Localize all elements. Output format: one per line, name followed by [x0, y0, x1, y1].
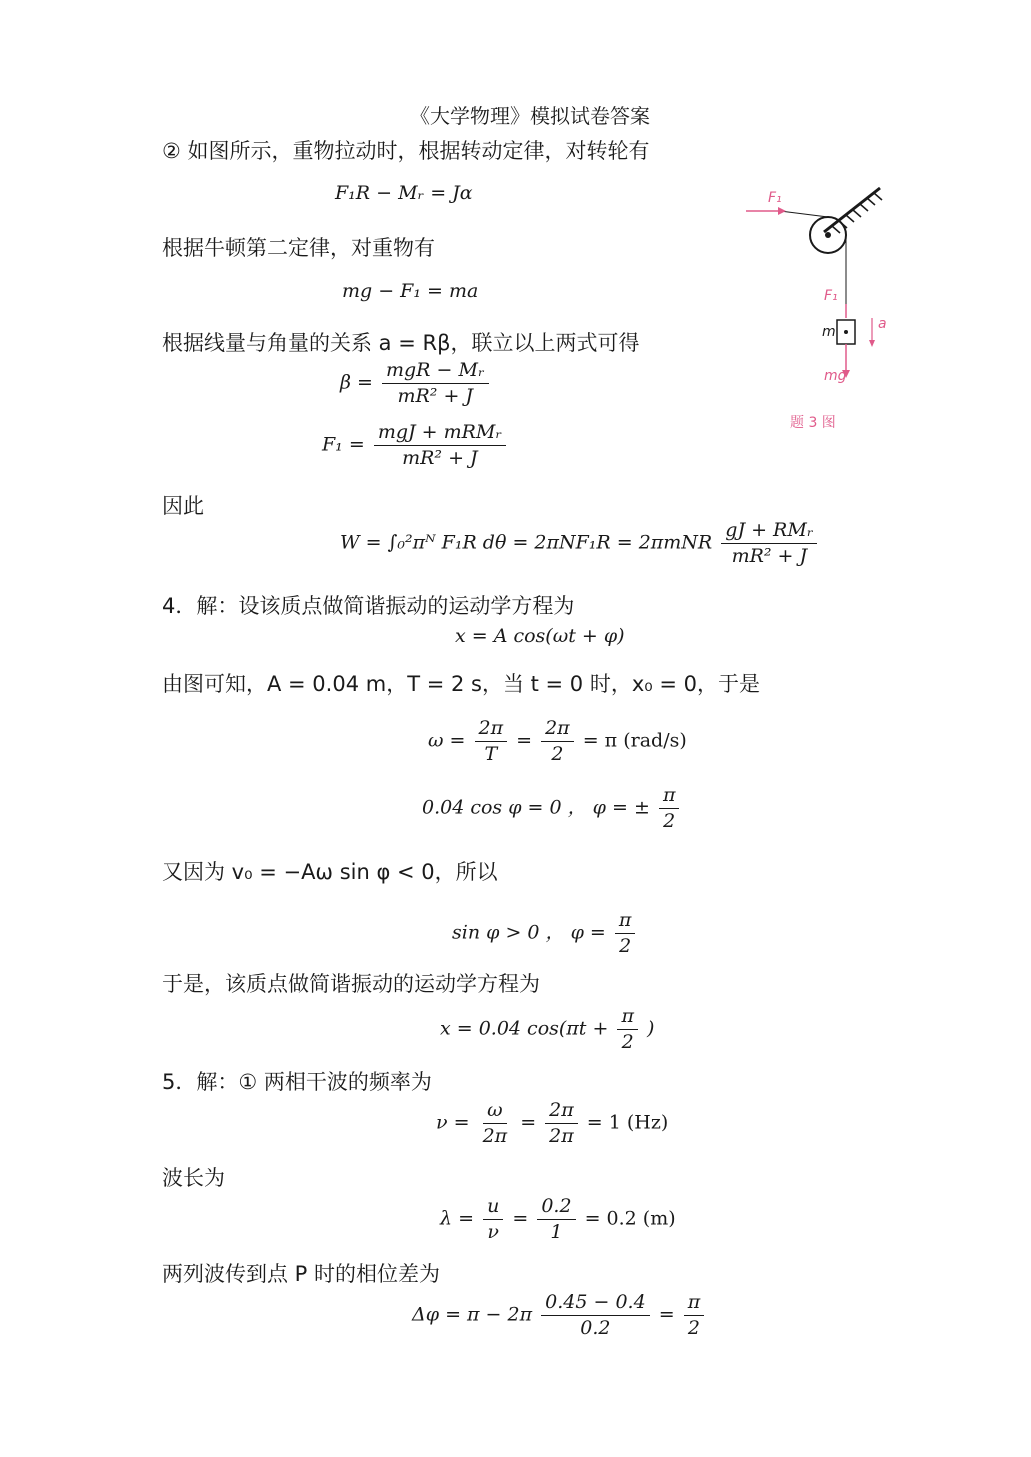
- denominator: 2: [663, 809, 676, 832]
- label-f1-top: F₁: [768, 190, 782, 206]
- equation-wavelength: [440, 1196, 676, 1243]
- equation-omega: [428, 718, 687, 765]
- denominator: 1: [550, 1220, 563, 1243]
- denominator: mR² + J: [402, 446, 478, 469]
- numerator: u: [483, 1196, 503, 1220]
- fraction: [721, 520, 817, 567]
- denominator: T: [484, 742, 498, 765]
- equation-beta: [340, 360, 492, 407]
- equation-f1: [322, 422, 509, 469]
- numerator: 2π: [545, 1100, 578, 1124]
- text-line: 又因为 v₀ = −Aω sin φ < 0，所以: [162, 860, 498, 884]
- text-line: ② 如图所示，重物拉动时，根据转动定律，对转轮有: [162, 139, 650, 163]
- text-line: 因此: [162, 494, 204, 518]
- fraction: [483, 1196, 503, 1243]
- label-f1-rope: F₁: [824, 288, 838, 304]
- equation-frequency: [436, 1100, 668, 1147]
- pulley-diagram-svg: [740, 178, 900, 438]
- eq-rhs: = 0.2 (m): [584, 1207, 676, 1230]
- numerator: ω: [483, 1100, 507, 1124]
- denominator: 2π: [549, 1124, 574, 1147]
- eq-lhs: ω =: [428, 729, 466, 752]
- pulley-axle: [825, 232, 831, 238]
- text-line: 5．解：① 两相干波的频率为: [162, 1070, 432, 1094]
- text-line: 根据牛顿第二定律，对重物有: [162, 236, 435, 260]
- equation-rotation: F₁R − Mᵣ = Jα: [335, 182, 473, 204]
- fraction: [541, 1292, 650, 1339]
- eq-lhs: ν =: [436, 1111, 470, 1134]
- eq-lhs: x = 0.04 cos(πt +: [440, 1017, 609, 1040]
- denominator: mR² + J: [731, 544, 808, 567]
- numerator: 2π: [541, 718, 574, 742]
- fraction: [615, 910, 636, 957]
- label-gravity: mg: [824, 368, 847, 384]
- denominator: mR² + J: [397, 384, 474, 407]
- numerator: gJ + RMᵣ: [721, 520, 817, 544]
- rope-top: [780, 211, 828, 217]
- eq-equals: =: [512, 1207, 529, 1230]
- denominator: 2: [687, 1316, 700, 1339]
- eq-equals: =: [516, 729, 533, 752]
- numerator: π: [615, 910, 636, 934]
- text-line: 根据线量与角量的关系 a = Rβ，联立以上两式可得: [162, 331, 640, 355]
- fraction: [382, 360, 489, 407]
- fraction: [545, 1100, 578, 1147]
- acceleration-arrow-head: [869, 340, 875, 347]
- numerator: π: [659, 785, 680, 809]
- text-line: 由图可知，A = 0.04 m，T = 2 s，当 t = 0 时，x₀ = 0，于是: [162, 672, 760, 696]
- denominator: 2: [621, 1030, 634, 1053]
- text-line: 波长为: [162, 1166, 225, 1190]
- fraction: [537, 1196, 575, 1243]
- mass-center: [844, 330, 848, 334]
- eq-rhs: = 1 (Hz): [586, 1111, 669, 1134]
- eq-lhs: 0.04 cos φ = 0 ， φ = ±: [422, 796, 650, 819]
- wall-hatching: [832, 193, 882, 233]
- equation-shm: x = A cos(ωt + φ): [455, 625, 625, 647]
- text-line: 两列波传到点 P 时的相位差为: [162, 1262, 441, 1286]
- text-line: 于是，该质点做简谐振动的运动学方程为: [162, 972, 540, 996]
- numerator: mgJ + mRMᵣ: [374, 422, 506, 446]
- equation-phase-difference: [412, 1292, 707, 1339]
- equation-shm-final: [440, 1006, 654, 1053]
- fraction: [475, 718, 508, 765]
- denominator: 2: [551, 742, 564, 765]
- denominator: 0.2: [580, 1316, 611, 1339]
- fraction: [541, 718, 574, 765]
- equation-sin: [452, 910, 638, 957]
- numerator: mgR − Mᵣ: [382, 360, 489, 384]
- fraction: [374, 422, 506, 469]
- page-title: 《大学物理》模拟试卷答案: [410, 104, 650, 128]
- denominator: 2: [619, 934, 632, 957]
- equation-work: [340, 520, 820, 567]
- eq-equals: =: [658, 1303, 675, 1326]
- diagram-caption: 题 3 图: [790, 415, 836, 431]
- numerator: 0.45 − 0.4: [541, 1292, 650, 1316]
- numerator: 2π: [475, 718, 508, 742]
- fraction: [659, 785, 680, 832]
- numerator: π: [684, 1292, 705, 1316]
- fraction: [617, 1006, 638, 1053]
- eq-lhs: Δφ = π − 2π: [412, 1303, 533, 1326]
- numerator: π: [617, 1006, 638, 1030]
- eq-lhs: β =: [340, 371, 373, 394]
- equation-newton: mg − F₁ = ma: [342, 280, 479, 302]
- eq-lhs: sin φ > 0 ， φ =: [452, 921, 606, 944]
- numerator: 0.2: [537, 1196, 575, 1220]
- fraction: [479, 1100, 512, 1147]
- eq-rhs: = π (rad/s): [582, 729, 687, 752]
- text-line: 4．解：设该质点做简谐振动的运动学方程为: [162, 594, 575, 618]
- eq-lhs: W = ∫₀²πᴺ F₁R dθ = 2πNF₁R = 2πmNR: [340, 531, 713, 554]
- label-mass: m: [822, 324, 836, 340]
- pulley-diagram: [740, 178, 900, 438]
- fraction: [684, 1292, 705, 1339]
- equation-phase: [422, 785, 682, 832]
- force-arrow-head: [778, 207, 786, 215]
- eq-rhs: ): [646, 1017, 655, 1040]
- label-acceleration: a: [878, 316, 887, 332]
- eq-equals: =: [520, 1111, 537, 1134]
- denominator: ν: [487, 1220, 499, 1243]
- denominator: 2π: [482, 1124, 508, 1147]
- eq-lhs: F₁ =: [322, 433, 365, 456]
- wall-line: [824, 188, 880, 232]
- eq-lhs: λ =: [440, 1207, 475, 1230]
